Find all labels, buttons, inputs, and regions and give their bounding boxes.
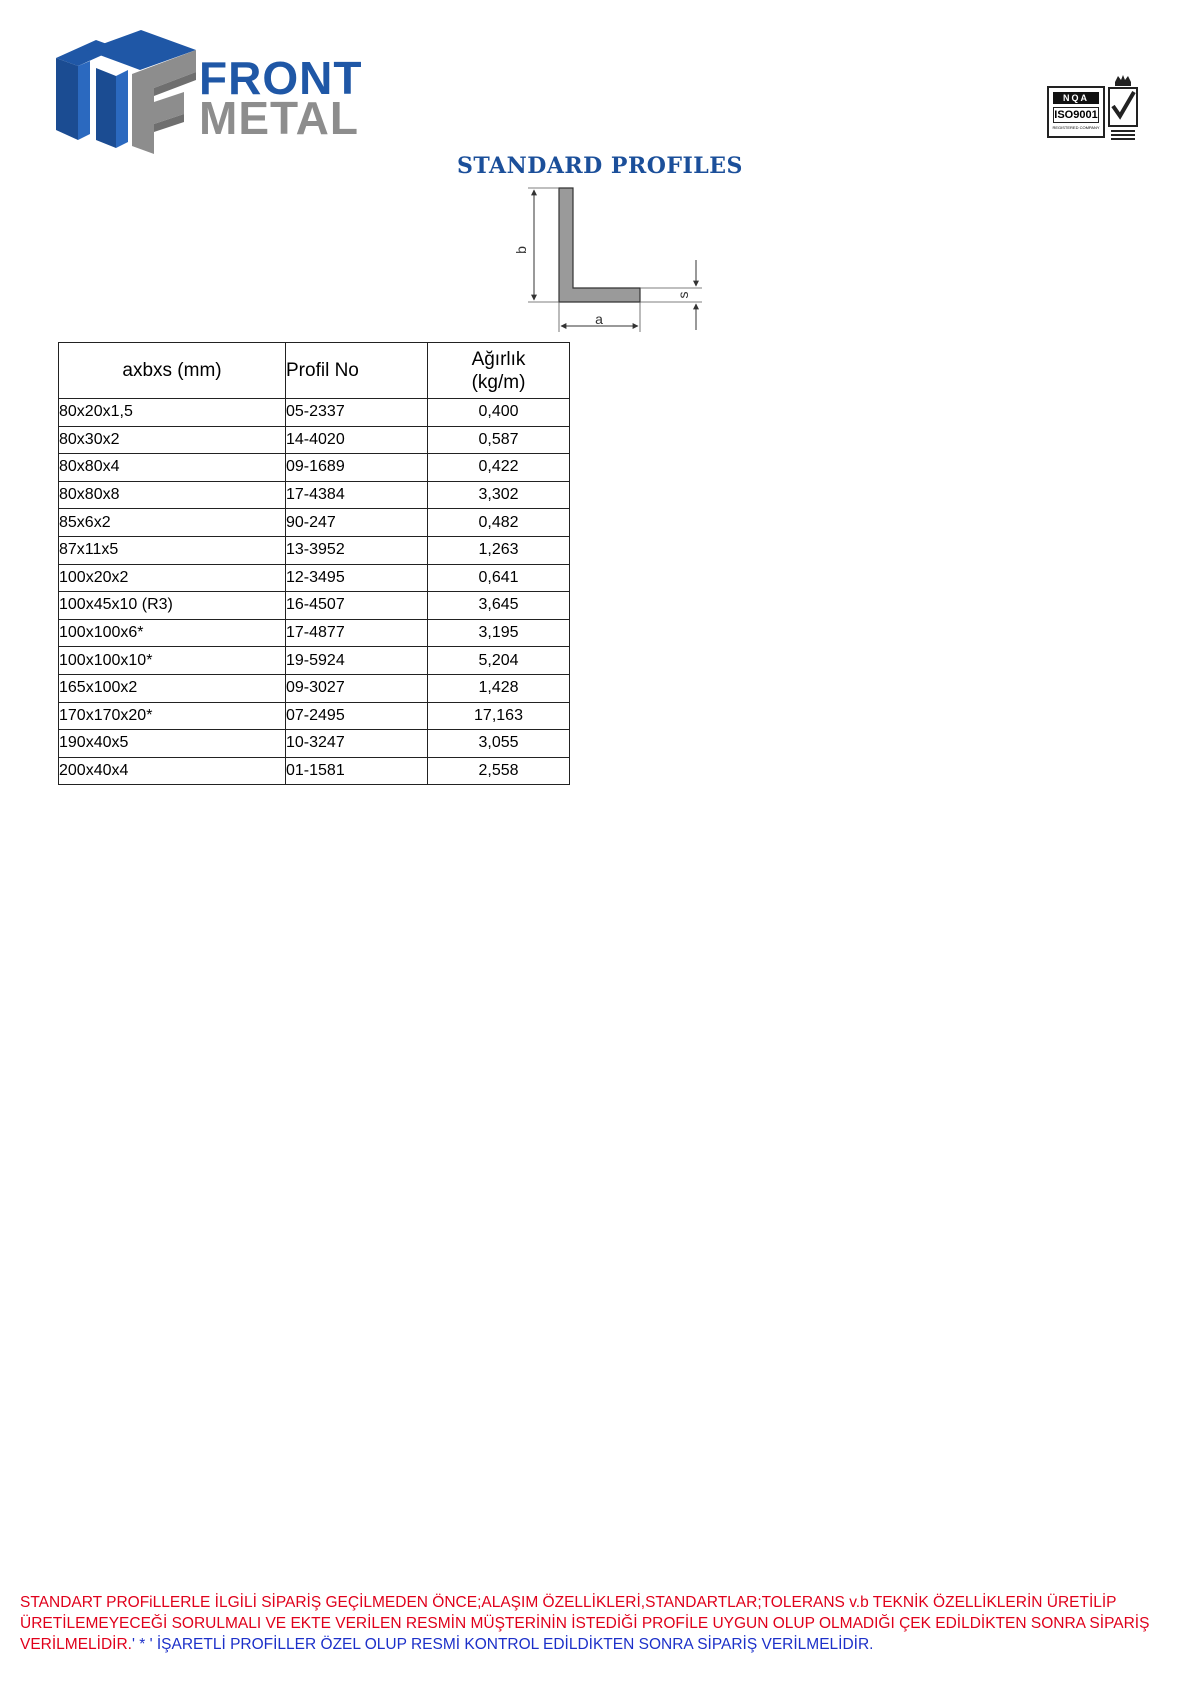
table-row: [59, 509, 570, 537]
cell-profile-no: 09-3027: [286, 674, 428, 702]
table-row: [59, 536, 570, 564]
l-profile-diagram: [510, 180, 710, 340]
header-dimensions: axbxs (mm): [59, 343, 286, 399]
cell-weight: 3,055: [428, 730, 570, 758]
header-profile-no: Profil No: [286, 343, 428, 399]
cell-dimensions: 165x100x2: [59, 674, 286, 702]
footer-note: [20, 1592, 1180, 1655]
cell-weight: 0,422: [428, 454, 570, 482]
dimension-label-a: a: [595, 311, 603, 327]
cell-dimensions: 80x80x8: [59, 481, 286, 509]
cell-profile-no: 90-247: [286, 509, 428, 537]
cell-weight: 1,428: [428, 674, 570, 702]
cell-profile-no: 13-3952: [286, 536, 428, 564]
cell-profile-no: 10-3247: [286, 730, 428, 758]
table-row: [59, 454, 570, 482]
table-row: [59, 426, 570, 454]
cell-profile-no: 17-4877: [286, 619, 428, 647]
cell-dimensions: 87x11x5: [59, 536, 286, 564]
cell-dimensions: 85x6x2: [59, 509, 286, 537]
page-title: STANDARD PROFILES: [457, 153, 743, 179]
header-weight-unit: (kg/m): [471, 371, 526, 393]
cell-weight: 2,558: [428, 757, 570, 785]
iso-label: ISO9001: [1054, 109, 1098, 121]
profiles-table: [58, 342, 570, 785]
cell-dimensions: 100x20x2: [59, 564, 286, 592]
cell-dimensions: 200x40x4: [59, 757, 286, 785]
table-row: [59, 647, 570, 675]
table-header-row: [59, 343, 570, 399]
table-row: [59, 730, 570, 758]
cell-dimensions: 100x45x10 (R3): [59, 592, 286, 620]
table-row: [59, 757, 570, 785]
table-row: [59, 592, 570, 620]
nqa-label: NQA: [1053, 92, 1099, 104]
cell-weight: 0,641: [428, 564, 570, 592]
table-row: [59, 619, 570, 647]
table-row: [59, 702, 570, 730]
dimension-label-s: s: [675, 291, 691, 299]
cell-profile-no: 01-1581: [286, 757, 428, 785]
ukas-crown-check-icon: [1107, 74, 1139, 144]
header-weight: [428, 343, 570, 399]
cell-dimensions: 100x100x6*: [59, 619, 286, 647]
cell-profile-no: 17-4384: [286, 481, 428, 509]
cell-profile-no: 19-5924: [286, 647, 428, 675]
cell-dimensions: 170x170x20*: [59, 702, 286, 730]
cell-profile-no: 07-2495: [286, 702, 428, 730]
cell-dimensions: 100x100x10*: [59, 647, 286, 675]
table-body: [59, 399, 570, 785]
cell-dimensions: 80x20x1,5: [59, 399, 286, 427]
footer-special-profiles-note: ' * ' İŞARETLİ PROFİLLER ÖZEL OLUP RESMİ KONTROL EDİLDİKTEN SONRA SİPARİŞ VERİLMELİDİR.: [131, 1636, 874, 1653]
footer-warning: STANDART PROFiLLERLE İLGİLİ SİPARİŞ GEÇİLMEDEN ÖNCE;ALAŞIM ÖZELLİKLERİ,STANDARTLAR;TOLERANS v.b TEKNİK ÖZELLİKLERİN ÜRETİLİP ÜRETİLEMEYECEĞİ SORULMALI VE EKTE VERİLEN RESMİN MÜŞTERİNİN İSTEDİĞİ PROFİLE UYGUN OLUP OLMADIĞI ÇEK EDİLDİKTEN SONRA SİPARİŞ VERİLMELİDİR.: [20, 1594, 1150, 1653]
table-row: [59, 399, 570, 427]
cell-dimensions: 80x30x2: [59, 426, 286, 454]
cell-weight: 3,195: [428, 619, 570, 647]
dimension-label-b: b: [513, 246, 529, 254]
cell-dimensions: 80x80x4: [59, 454, 286, 482]
cell-profile-no: 14-4020: [286, 426, 428, 454]
brand-name-metal: METAL: [199, 92, 360, 144]
cell-dimensions: 190x40x5: [59, 730, 286, 758]
cell-weight: 17,163: [428, 702, 570, 730]
header-weight-label: Ağırlık: [471, 348, 526, 370]
cell-weight: 3,302: [428, 481, 570, 509]
table-row: [59, 564, 570, 592]
cell-weight: 0,482: [428, 509, 570, 537]
table-row: [59, 481, 570, 509]
brand-name-front: FRONT: [199, 52, 363, 104]
cell-weight: 5,204: [428, 647, 570, 675]
cell-weight: 3,645: [428, 592, 570, 620]
cell-weight: 0,400: [428, 399, 570, 427]
cell-profile-no: 12-3495: [286, 564, 428, 592]
cell-weight: 1,263: [428, 536, 570, 564]
table-row: [59, 674, 570, 702]
cell-profile-no: 05-2337: [286, 399, 428, 427]
cell-profile-no: 09-1689: [286, 454, 428, 482]
nqa-iso-box: [1047, 86, 1105, 138]
cell-profile-no: 16-4507: [286, 592, 428, 620]
registered-company-label: REGISTERED COMPANY: [1052, 125, 1100, 130]
cell-weight: 0,587: [428, 426, 570, 454]
iso-certification-badge: [1047, 74, 1142, 144]
